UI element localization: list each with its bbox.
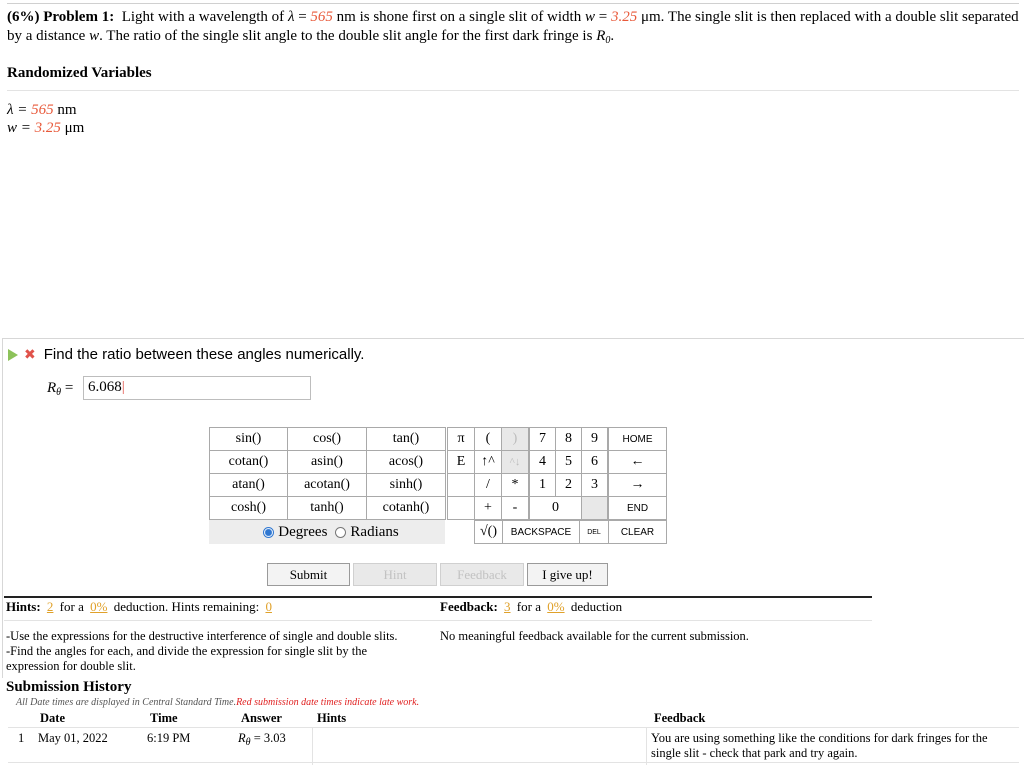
- key-decimal[interactable]: [581, 496, 608, 520]
- r-subscript: 0: [605, 35, 611, 46]
- expand-triangle-icon[interactable]: [8, 349, 18, 361]
- col-answer: Answer: [241, 711, 282, 725]
- feedback-button[interactable]: Feedback: [440, 563, 524, 586]
- key-9[interactable]: 9: [581, 427, 608, 451]
- key-right-arrow[interactable]: →: [608, 473, 667, 497]
- key-blank-2: [447, 496, 475, 520]
- w-symbol-2: w: [89, 28, 100, 44]
- hints-count: 2: [46, 599, 54, 614]
- hints-deduction-text: deduction. Hints remaining:: [113, 599, 260, 614]
- key-del[interactable]: DEL: [579, 520, 609, 544]
- key-2[interactable]: 2: [555, 473, 582, 497]
- feedback-deduction-pct: 0%: [547, 599, 565, 614]
- key-sin[interactable]: sin(): [209, 427, 288, 451]
- degrees-radio[interactable]: [263, 527, 274, 538]
- key-7[interactable]: 7: [529, 427, 556, 451]
- key-6[interactable]: 6: [581, 450, 608, 474]
- feedback-deduction-text: deduction: [570, 599, 623, 614]
- problem-text-1: Light with a wavelength of: [121, 9, 285, 25]
- problem-number: Problem 1:: [43, 9, 115, 25]
- key-cos[interactable]: cos(): [287, 427, 367, 451]
- key-power-up[interactable]: ↑^: [474, 450, 502, 474]
- problem-weight: (6%): [7, 9, 40, 25]
- key-e[interactable]: E: [447, 450, 475, 474]
- row-col-divider-2: [646, 728, 647, 765]
- key-acos[interactable]: acos(): [366, 450, 446, 474]
- row-answer-symbol: R: [238, 731, 246, 745]
- row-feedback-line-1: You are using something like the conditions for dark fringes for the: [651, 731, 988, 745]
- give-up-button[interactable]: I give up!: [527, 563, 608, 586]
- key-minus[interactable]: -: [501, 496, 529, 520]
- key-5[interactable]: 5: [555, 450, 582, 474]
- history-note-text: All Date times are displayed in Central Standard Time.: [16, 697, 237, 708]
- hints-divider: [4, 620, 872, 621]
- lambda-symbol: λ: [287, 9, 295, 25]
- key-tan[interactable]: tan(): [366, 427, 446, 451]
- key-end[interactable]: END: [608, 496, 667, 520]
- part-question-text: Find the ratio between these angles numerically.: [43, 346, 365, 363]
- hints-remaining: 0: [265, 599, 272, 614]
- key-left-arrow[interactable]: ←: [608, 450, 667, 474]
- w-var-label: w =: [7, 120, 31, 136]
- key-left-paren[interactable]: (: [474, 427, 502, 451]
- col-hints: Hints: [317, 711, 347, 725]
- top-divider: [7, 3, 1019, 4]
- w-var-value: 3.25: [34, 120, 61, 136]
- rv-divider: [7, 90, 1019, 91]
- key-home[interactable]: HOME: [608, 427, 667, 451]
- feedback-summary: [440, 599, 622, 615]
- part-question: [8, 346, 364, 363]
- radians-radio[interactable]: [335, 527, 346, 538]
- key-tanh[interactable]: tanh(): [287, 496, 367, 520]
- lambda-variable-line: [7, 101, 77, 119]
- r-symbol: R: [596, 28, 606, 44]
- w-symbol: w: [584, 9, 595, 25]
- hint-line-2: -Find the angles for each, and divide the expression for single slit by the: [6, 644, 368, 658]
- row-col-divider-1: [312, 728, 313, 765]
- hints-for-a: for a: [59, 599, 84, 614]
- key-power-down[interactable]: ^↓: [501, 450, 529, 474]
- answer-input-value: 6.068: [88, 379, 122, 395]
- col-time: Time: [150, 711, 178, 725]
- answer-label-symbol: R: [47, 380, 57, 396]
- feedback-for-a: for a: [516, 599, 541, 614]
- key-sinh[interactable]: sinh(): [366, 473, 446, 497]
- hint-line-1: -Use the expressions for the destructive interference of single and double slits.: [6, 629, 398, 643]
- hint-button[interactable]: Hint: [353, 563, 437, 586]
- degrees-label: Degrees: [278, 523, 328, 540]
- key-8[interactable]: 8: [555, 427, 582, 451]
- feedback-message: No meaningful feedback available for the current submission.: [440, 629, 749, 643]
- key-atan[interactable]: atan(): [209, 473, 288, 497]
- key-0[interactable]: 0: [529, 496, 582, 520]
- row-answer-subscript: θ: [245, 737, 251, 748]
- lambda-var-label: λ =: [7, 102, 28, 118]
- col-date: Date: [40, 711, 65, 725]
- incorrect-x-icon: ✖: [24, 346, 36, 363]
- hint-text: [6, 629, 431, 674]
- key-clear[interactable]: CLEAR: [608, 520, 667, 544]
- key-plus[interactable]: +: [474, 496, 502, 520]
- radians-label: Radians: [350, 523, 399, 540]
- answer-label-equals: =: [64, 380, 74, 396]
- randomized-variables-heading: Randomized Variables: [7, 65, 152, 81]
- lambda-var-value: 565: [31, 102, 54, 118]
- answer-label: [47, 380, 73, 398]
- w-value: 3.25: [610, 9, 638, 25]
- row-feedback: [651, 731, 1019, 761]
- submission-history-title: Submission History: [6, 679, 132, 695]
- key-cosh[interactable]: cosh(): [209, 496, 288, 520]
- submit-button[interactable]: Submit: [267, 563, 350, 586]
- w-unit-text: μm. The single slit is then replaced with a double slit: [640, 9, 959, 25]
- row-index: 1: [18, 731, 25, 745]
- hints-label: Hints:: [6, 599, 41, 614]
- col-feedback: Feedback: [654, 711, 706, 725]
- key-blank-1: [447, 473, 475, 497]
- problem-statement: (6%) Problem 1: Light with a wavelength of λ = 565 nm is shone first on a single slit of width w = 3.25 μm. The single slit is then replaced with a double slit separated by a distance w. The ratio of the single slit angle to the double slit angle for the first dark fringe is $R_0$.: [7, 9, 1019, 46]
- key-3[interactable]: 3: [581, 473, 608, 497]
- row-time: 6:19 PM: [147, 731, 191, 745]
- feedback-label: Feedback:: [440, 599, 498, 614]
- key-cotanh[interactable]: cotanh(): [366, 496, 446, 520]
- w-variable-line: [7, 119, 84, 137]
- lambda-value: 565: [310, 9, 333, 25]
- answer-label-subscript: θ: [56, 387, 62, 398]
- lambda-var-unit: nm: [57, 102, 77, 118]
- key-4[interactable]: 4: [529, 450, 556, 474]
- problem-text-3: . The ratio of the single slit angle to the double slit angle for the first dark fringe is: [99, 28, 593, 44]
- key-1[interactable]: 1: [529, 473, 556, 497]
- row-answer: [238, 731, 286, 748]
- key-acotan[interactable]: acotan(): [287, 473, 367, 497]
- history-header-divider: [8, 727, 1019, 728]
- key-asin[interactable]: asin(): [287, 450, 367, 474]
- key-multiply[interactable]: *: [501, 473, 529, 497]
- row-date: May 01, 2022: [38, 731, 108, 745]
- row-feedback-line-2: single slit - check that park and try again.: [651, 746, 858, 760]
- hints-summary: [6, 599, 275, 615]
- key-right-paren[interactable]: ): [501, 427, 529, 451]
- w-var-unit: μm: [64, 120, 85, 136]
- history-note-red: Red submission date times indicate late work.: [236, 697, 420, 708]
- angle-mode-selector: [209, 520, 445, 544]
- hints-deduction-pct: 0%: [90, 599, 108, 614]
- problem-text-2: separated by a distance: [7, 9, 1019, 44]
- key-sqrt[interactable]: √(): [474, 520, 503, 544]
- key-divide[interactable]: /: [474, 473, 502, 497]
- hint-line-3: expression for double slit.: [6, 659, 136, 673]
- key-pi[interactable]: π: [447, 427, 475, 451]
- row-bottom-divider: [8, 762, 1019, 763]
- period: .: [610, 28, 615, 44]
- key-backspace[interactable]: BACKSPACE: [502, 520, 580, 544]
- submission-history-note: [16, 697, 419, 708]
- row-answer-value: = 3.03: [253, 731, 286, 745]
- lambda-unit-text: nm is shone first on a single slit of width: [336, 9, 582, 25]
- text-cursor: |: [121, 379, 125, 395]
- answer-input[interactable]: [83, 376, 311, 400]
- key-cotan[interactable]: cotan(): [209, 450, 288, 474]
- feedback-count: 3: [504, 599, 511, 614]
